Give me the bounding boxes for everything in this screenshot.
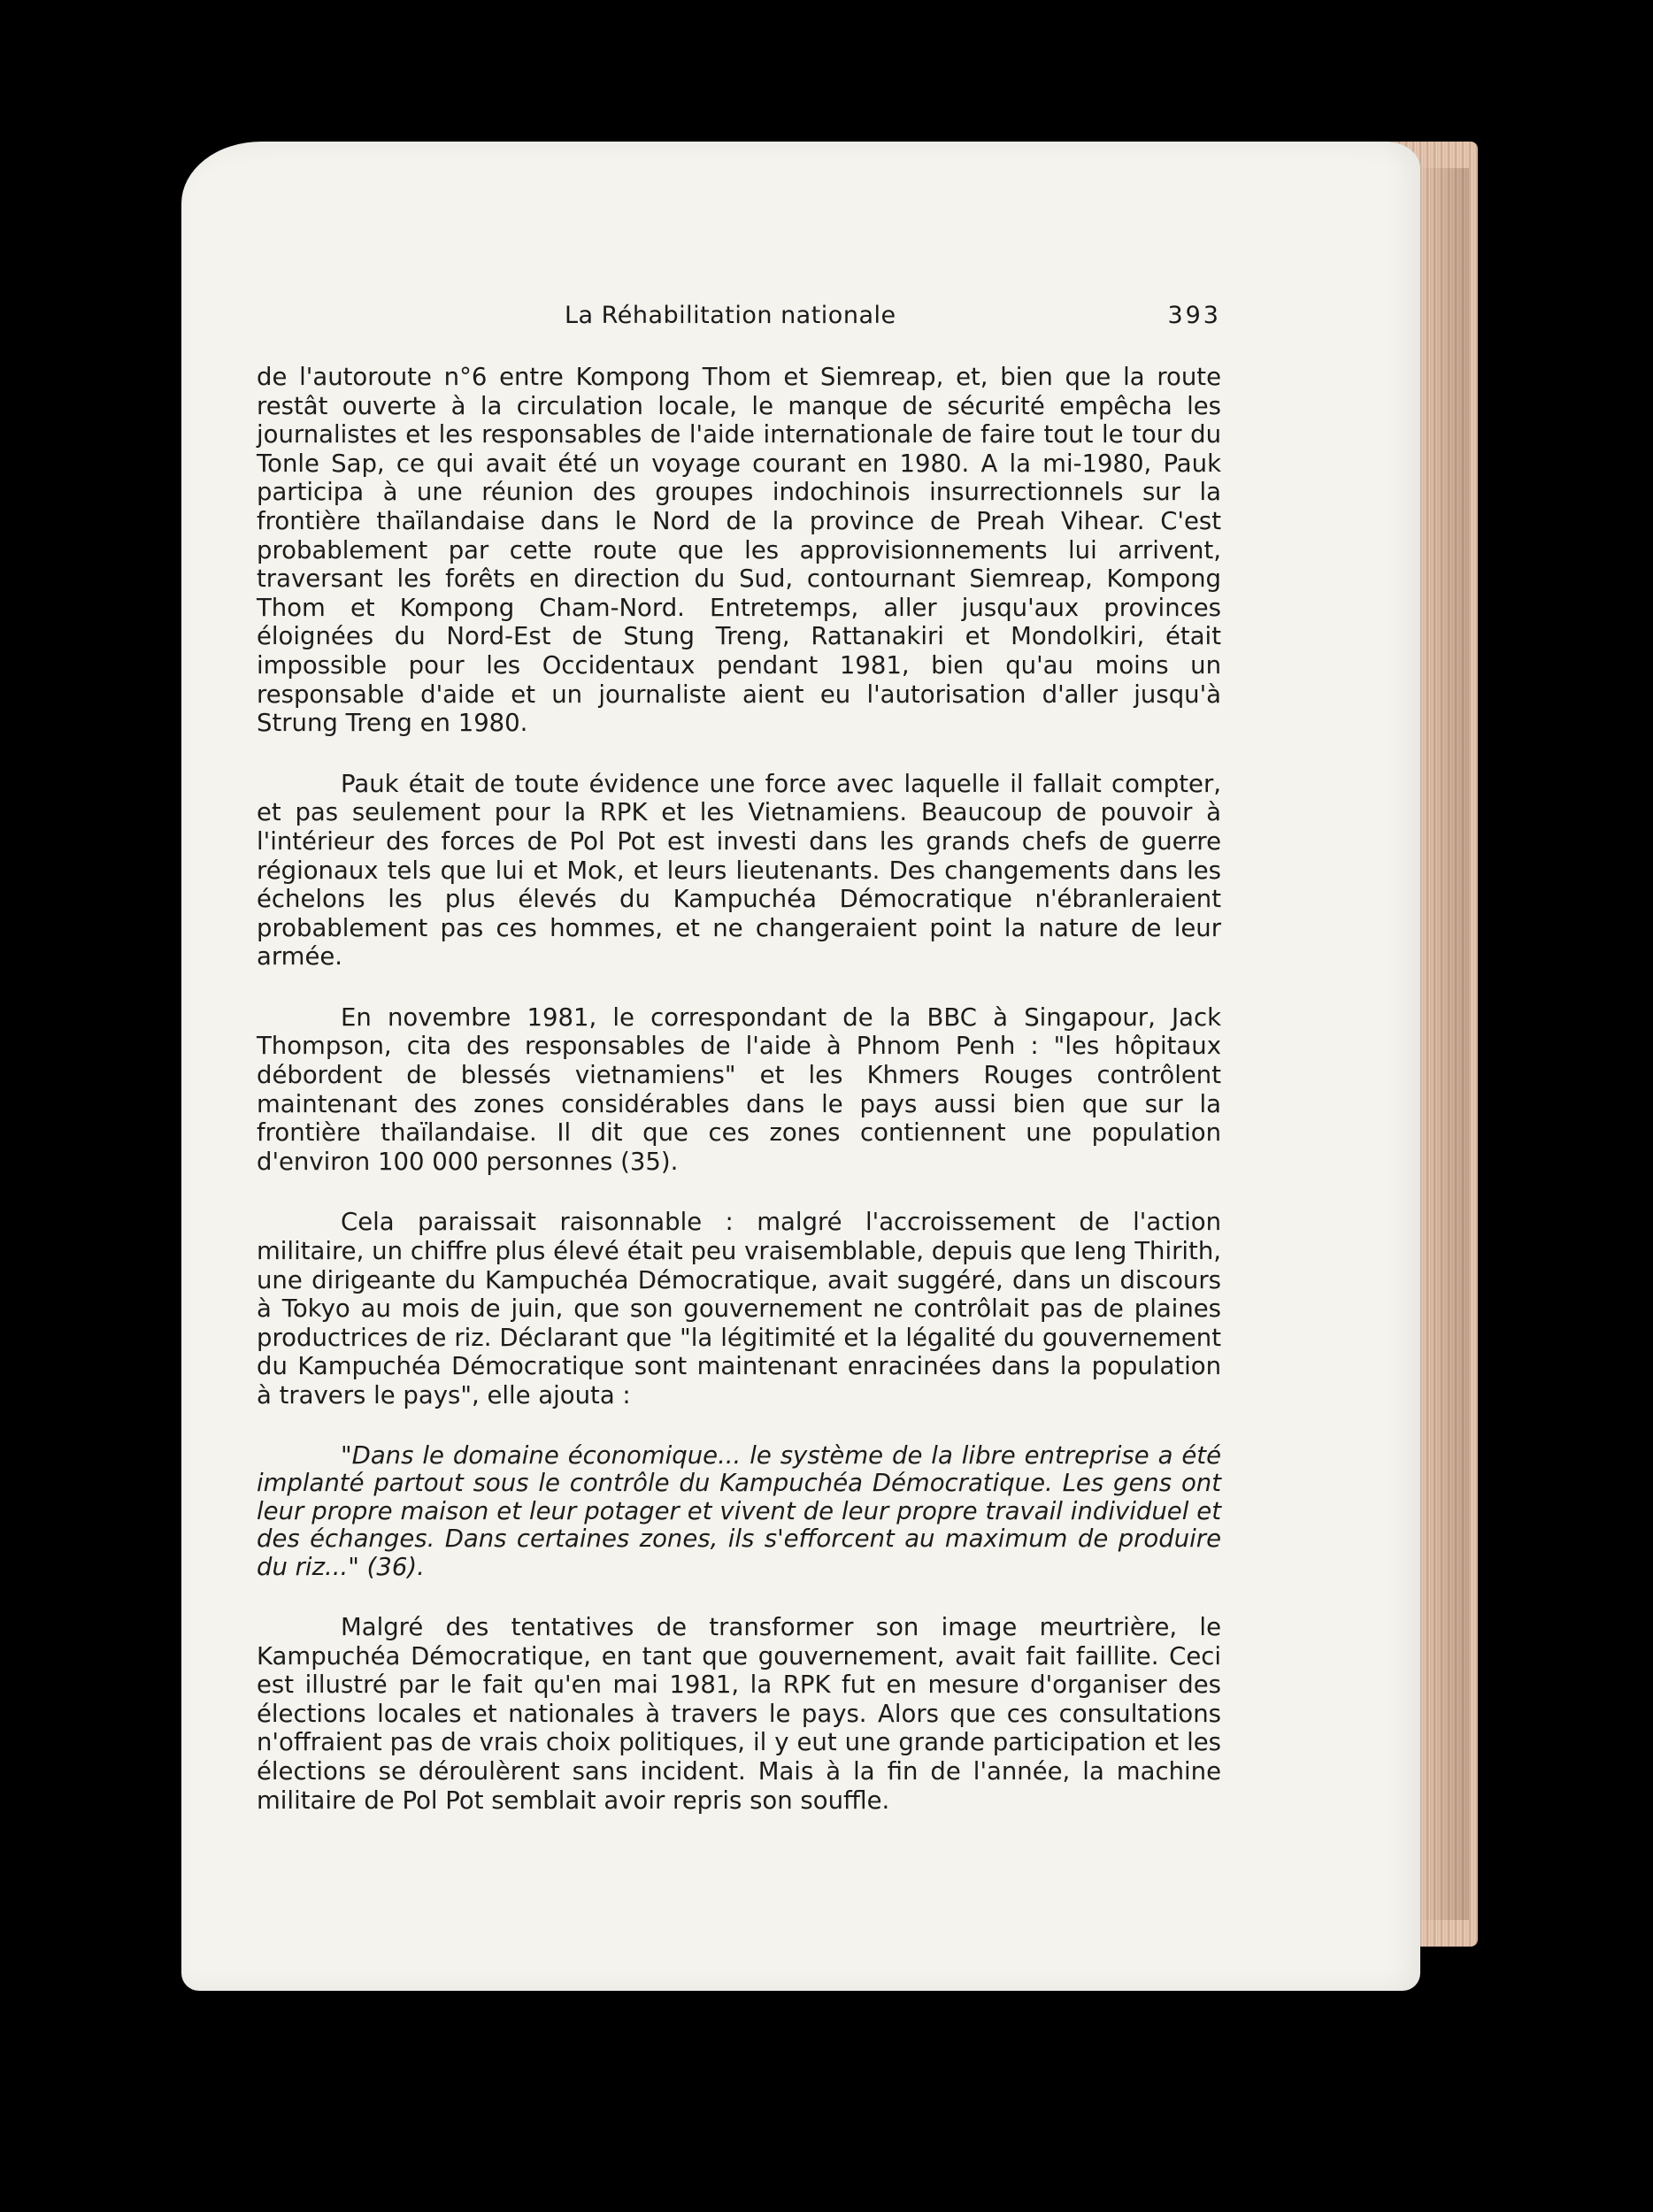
paragraph-bbc-report: En novembre 1981, le correspondant de la BBC à Singapour, Jack Thompson, cita des responsables de l'aide à Phnom Penh : "les hôpitaux débordent de blessés vietnamiens" et les Khmers Rouges contrôlent maintenant des zones considérables dans le pays aussi bien que sur la frontière thaïlandaise. Il dit que ces zones contiennent une population d'environ 100 000 personnes (35).	[257, 1002, 1221, 1176]
paragraph-elections: Malgré des tentatives de transformer son image meurtrière, le Kampuchéa Démocratique, en tant que gouvernement, avait fait faillite. Ceci est illustré par le fait qu'en mai 1981, la RPK fut en mesure d'organiser des élections locales et nationales à travers le pays. Alors que ces consultations n'offraient pas de vrais choix politiques, il y eut une grande participation et les élections se déroulèrent sans incident. Mais à la fin de l'année, la machine militaire de Pol Pot semblait avoir repris son souffle.	[257, 1613, 1221, 1815]
page-body	[257, 363, 1221, 1815]
paragraph-continuation: de l'autoroute n°6 entre Kompong Thom et Siemreap, et, bien que la route restât ouverte à la circulation locale, le manque de sécurité empêcha les journalistes et les responsables de l'aide internationale de faire tout le tour du Tonle Sap, ce qui avait été un voyage courant en 1980. A la mi-1980, Pauk participa à une réunion des groupes indochinois insurrectionnels sur la frontière thaïlandaise dans le Nord de la province de Preah Vihear. C'est probablement par cette route que les approvisionnements lui arrivent, traversant les forêts en direction du Sud, contournant Siemreap, Kompong Thom et Kompong Cham-Nord. Entretemps, aller jusqu'aux provinces éloignées du Nord-Est de Stung Treng, Rattanakiri et Mondolkiri, était impossible pour les Occidentaux pendant 1981, bien qu'au moins un responsable d'aide et un journaliste aient eu l'autorisation d'aller jusqu'à Strung Treng en 1980.	[257, 363, 1221, 738]
paragraph-pauk-force: Pauk était de toute évidence une force avec laquelle il fallait compter, et pas seulement pour la RPK et les Vietnamiens. Beaucoup de pouvoir à l'intérieur des forces de Pol Pot est investi dans les grands chefs de guerre régionaux tels que lui et Mok, et leurs lieutenants. Des changements dans les échelons les plus élevés du Kampuchéa Démocratique n'ébranleraient probablement pas ces hommes, et ne changeraient point la nature de leur armée.	[257, 769, 1221, 972]
running-head-title: La Réhabilitation nationale	[565, 302, 896, 329]
block-quote: "Dans le domaine économique... le système de la libre entreprise a été implanté partout sous le contrôle du Kampuchéa Démocratique. Les gens ont leur propre maison et leur potager et vivent de leur propre travail individuel et des échanges. Dans certaines zones, ils s'efforcent au maximum de produire du riz..." (36).	[257, 1440, 1221, 1581]
page-number: 393	[1167, 302, 1221, 329]
running-head	[257, 302, 1221, 337]
fore-edge-shadow	[1416, 168, 1469, 1920]
paragraph-ieng-thirith: Cela paraissait raisonnable : malgré l'accroissement de l'action militaire, un chiffre plus élevé était peu vraisemblable, depuis que Ieng Thirith, une dirigeante du Kampuchéa Démocratique, avait suggéré, dans un discours à Tokyo au mois de juin, que son gouvernement ne contrôlait pas de plaines productrices de riz. Déclarant que "la légitimité et la légalité du gouvernement du Kampuchéa Démocratique sont maintenant enracinées dans la population à travers le pays", elle ajouta :	[257, 1208, 1221, 1409]
